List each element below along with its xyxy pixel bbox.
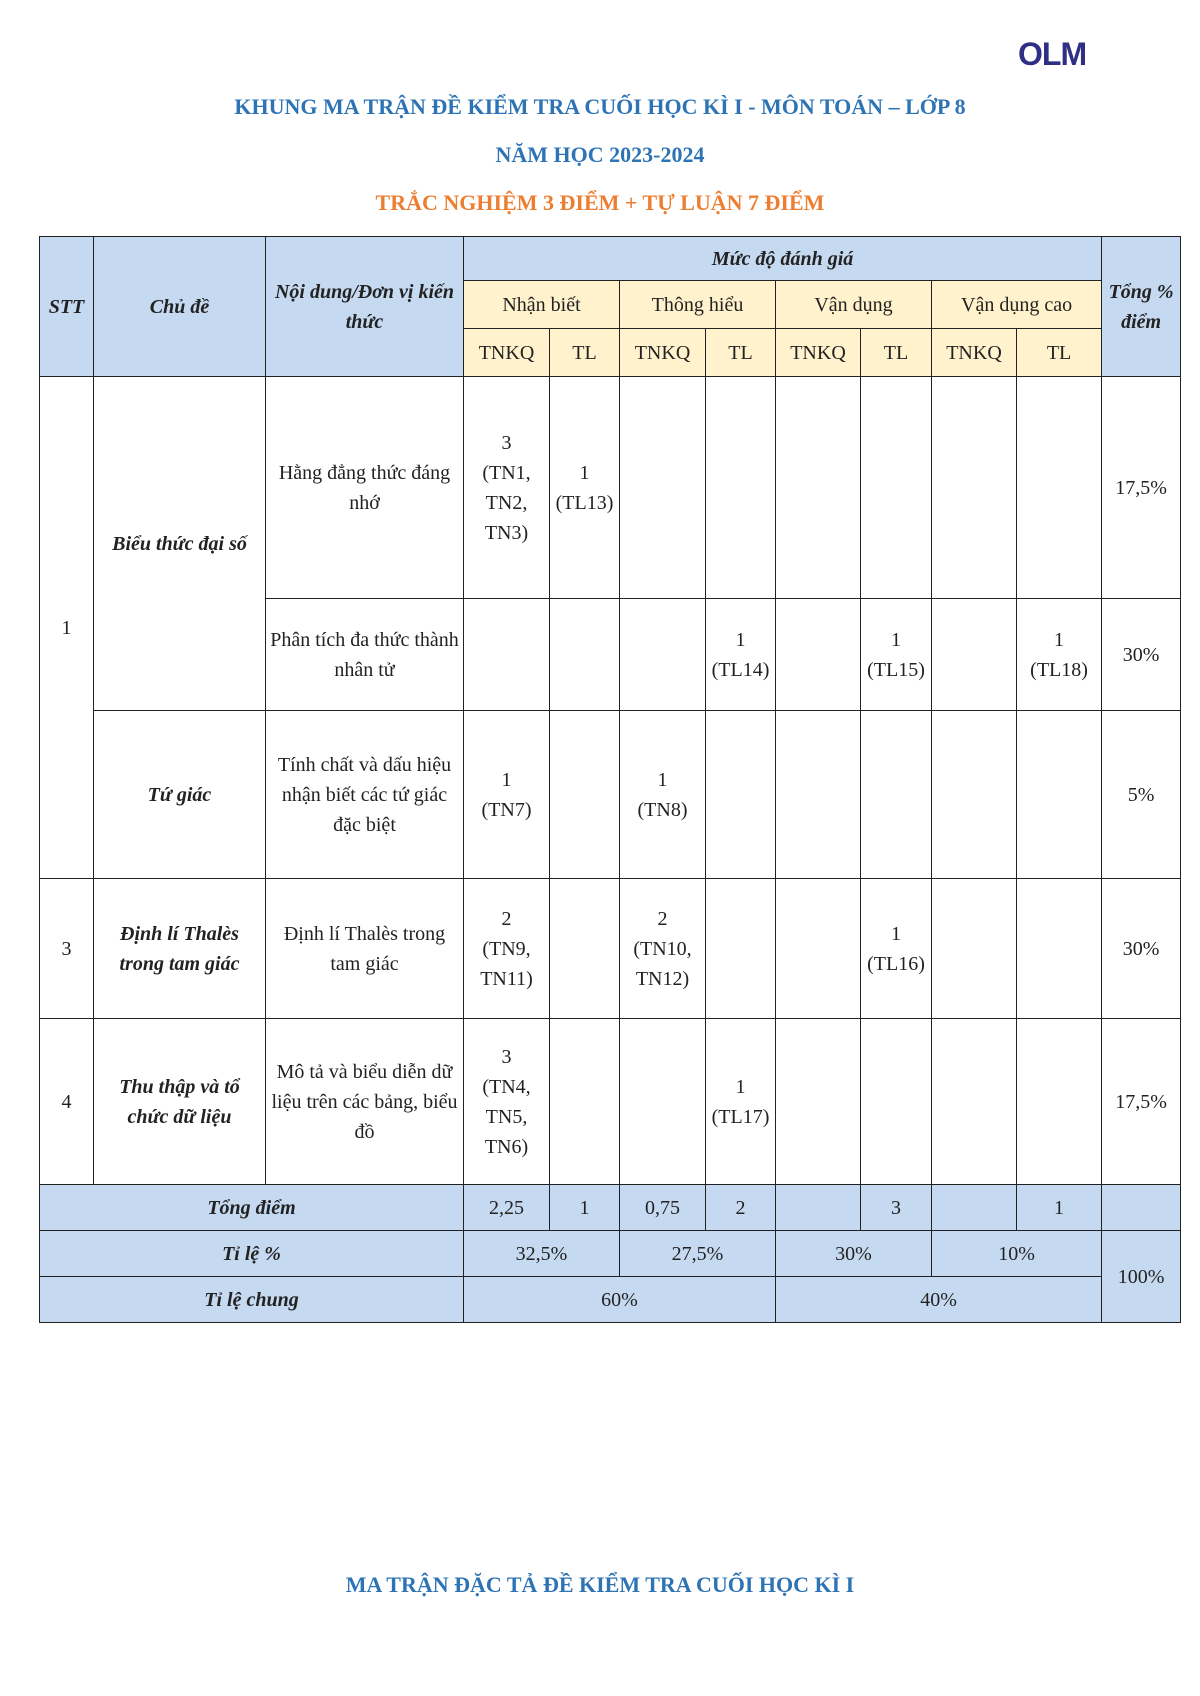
row-stt: 1 xyxy=(40,377,94,879)
matrix-cell xyxy=(861,377,932,599)
matrix-cell xyxy=(932,377,1017,599)
footer-ti-le-chung: 40% xyxy=(776,1277,1102,1323)
matrix-cell xyxy=(706,377,776,599)
row-topic: Thu thập và tổ chức dữ liệu xyxy=(94,1019,266,1185)
row-content: Mô tả và biểu diễn dữ liệu trên các bảng, biểu đồ xyxy=(266,1019,464,1185)
matrix-cell xyxy=(861,711,932,879)
matrix-cell xyxy=(776,879,861,1019)
row-total: 30% xyxy=(1102,599,1181,711)
matrix-cell xyxy=(1017,879,1102,1019)
matrix-cell: 1 (TL15) xyxy=(861,599,932,711)
matrix-cell: 1 (TN8) xyxy=(620,711,706,879)
row-topic: Định lí Thalès trong tam giác xyxy=(94,879,266,1019)
matrix-cell xyxy=(776,377,861,599)
row-total: 30% xyxy=(1102,879,1181,1019)
matrix-cell xyxy=(620,599,706,711)
footer-cell: 1 xyxy=(1017,1185,1102,1231)
matrix-cell xyxy=(776,1019,861,1185)
row-topic: Tứ giác xyxy=(94,711,266,879)
matrix-cell: 1 (TL17) xyxy=(706,1019,776,1185)
matrix-cell xyxy=(464,599,550,711)
footer-cell: 0,75 xyxy=(620,1185,706,1231)
level-van-dung-cao: Vận dụng cao xyxy=(932,281,1102,329)
sub-header: TL xyxy=(550,329,620,377)
sub-header: TL xyxy=(1017,329,1102,377)
matrix-cell: 1 (TL13) xyxy=(550,377,620,599)
matrix-cell xyxy=(620,377,706,599)
footer-cell xyxy=(776,1185,861,1231)
footer-ti-le-chung-label: Tỉ lệ chung xyxy=(40,1277,464,1323)
header-chu-de: Chủ đề xyxy=(94,237,266,377)
document-title: KHUNG MA TRẬN ĐỀ KIỂM TRA CUỐI HỌC KÌ I - MÔN TOÁN – LỚP 8 xyxy=(234,94,966,119)
row-total: 17,5% xyxy=(1102,1019,1181,1185)
matrix-cell xyxy=(861,1019,932,1185)
row-content: Phân tích đa thức thành nhân tử xyxy=(266,599,464,711)
sub-header: TNKQ xyxy=(620,329,706,377)
header-tong: Tổng % điểm xyxy=(1102,237,1181,377)
matrix-cell: 2 (TN9, TN11) xyxy=(464,879,550,1019)
matrix-cell xyxy=(932,711,1017,879)
footer-cell xyxy=(932,1185,1017,1231)
matrix-cell xyxy=(932,1019,1017,1185)
row-stt: 3 xyxy=(40,879,94,1019)
footer-cell: 2,25 xyxy=(464,1185,550,1231)
level-van-dung: Vận dụng xyxy=(776,281,932,329)
matrix-cell: 3 (TN4, TN5, TN6) xyxy=(464,1019,550,1185)
footer-ti-le-chung-total: 100% xyxy=(1102,1231,1181,1323)
row-total: 5% xyxy=(1102,711,1181,879)
sub-header: TL xyxy=(861,329,932,377)
footer-tong-diem-label: Tổng điểm xyxy=(40,1185,464,1231)
footer-ti-le-label: Tỉ lệ % xyxy=(40,1231,464,1277)
matrix-cell: 2 (TN10, TN12) xyxy=(620,879,706,1019)
matrix-cell xyxy=(550,1019,620,1185)
matrix-cell xyxy=(706,711,776,879)
matrix-cell: 1 (TL14) xyxy=(706,599,776,711)
row-content: Định lí Thalès trong tam giác xyxy=(266,879,464,1019)
level-thong-hieu: Thông hiểu xyxy=(620,281,776,329)
row-stt: 4 xyxy=(40,1019,94,1185)
footer-ti-le-chung: 60% xyxy=(464,1277,776,1323)
matrix-cell xyxy=(776,599,861,711)
footer-cell: 1 xyxy=(550,1185,620,1231)
matrix-cell: 1 (TL18) xyxy=(1017,599,1102,711)
section-title: MA TRẬN ĐẶC TẢ ĐỀ KIỂM TRA CUỐI HỌC KÌ I xyxy=(345,1572,855,1597)
matrix-cell xyxy=(550,599,620,711)
sub-header: TNKQ xyxy=(464,329,550,377)
row-total: 17,5% xyxy=(1102,377,1181,599)
level-nhan-biet: Nhận biết xyxy=(464,281,620,329)
header-noi-dung: Nội dung/Đơn vị kiến thức xyxy=(266,237,464,377)
olm-logo: OLM xyxy=(1018,36,1087,72)
matrix-cell xyxy=(620,1019,706,1185)
footer-cell: 2 xyxy=(706,1185,776,1231)
matrix-cell xyxy=(706,879,776,1019)
footer-cell xyxy=(1102,1185,1181,1231)
sub-header: TNKQ xyxy=(932,329,1017,377)
matrix-cell xyxy=(932,879,1017,1019)
matrix-cell xyxy=(932,599,1017,711)
footer-cell: 3 xyxy=(861,1185,932,1231)
matrix-cell: 1 (TN7) xyxy=(464,711,550,879)
school-year: NĂM HỌC 2023-2024 xyxy=(495,142,705,167)
matrix-cell xyxy=(1017,711,1102,879)
footer-ti-le: 32,5% xyxy=(464,1231,620,1277)
footer-ti-le: 30% xyxy=(776,1231,932,1277)
row-content: Tính chất và dấu hiệu nhận biết các tứ giác đặc biệt xyxy=(266,711,464,879)
matrix-table xyxy=(39,236,1181,1323)
header-stt: STT xyxy=(40,237,94,377)
header-muc-do: Mức độ đánh giá xyxy=(464,237,1102,281)
matrix-cell xyxy=(1017,377,1102,599)
row-content: Hằng đẳng thức đáng nhớ xyxy=(266,377,464,599)
row-topic: Biểu thức đại số xyxy=(94,377,266,711)
matrix-cell xyxy=(1017,1019,1102,1185)
footer-ti-le: 27,5% xyxy=(620,1231,776,1277)
sub-header: TL xyxy=(706,329,776,377)
matrix-cell xyxy=(550,879,620,1019)
matrix-cell: 1 (TL16) xyxy=(861,879,932,1019)
matrix-cell: 3 (TN1, TN2, TN3) xyxy=(464,377,550,599)
footer-ti-le: 10% xyxy=(932,1231,1102,1277)
matrix-cell xyxy=(776,711,861,879)
sub-header: TNKQ xyxy=(776,329,861,377)
matrix-cell xyxy=(550,711,620,879)
exam-format: TRẮC NGHIỆM 3 ĐIỂM + TỰ LUẬN 7 ĐIỂM xyxy=(375,190,825,215)
